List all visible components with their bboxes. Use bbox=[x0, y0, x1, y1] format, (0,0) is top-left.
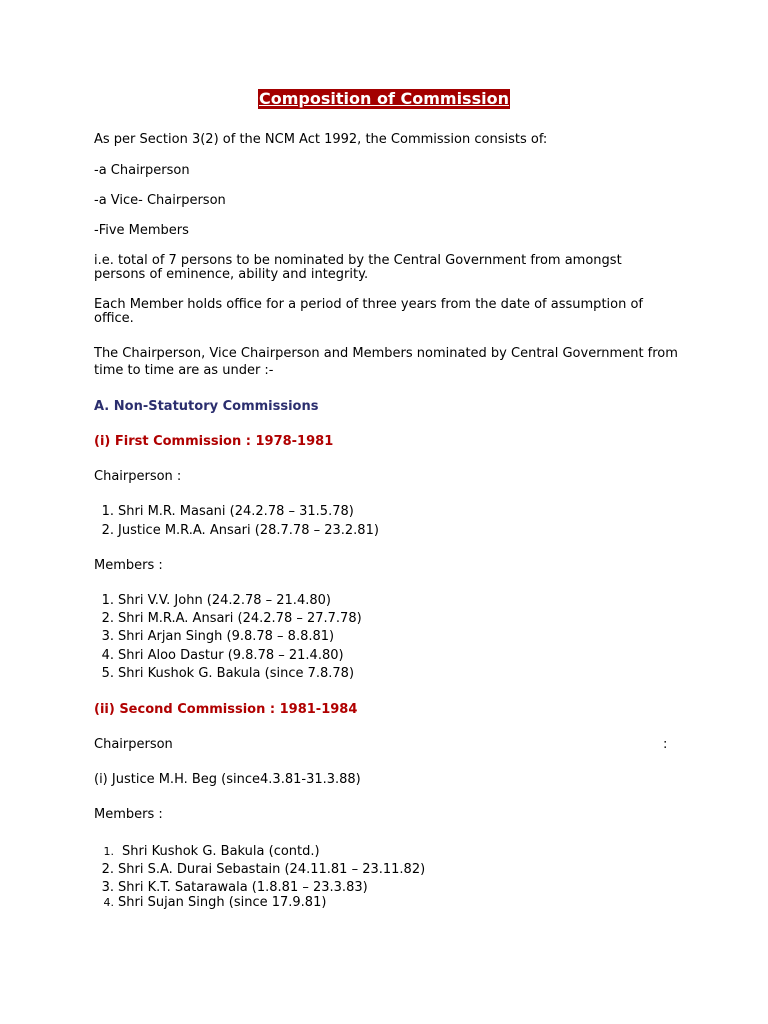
composition-chairperson: -a Chairperson bbox=[94, 163, 190, 178]
list-item bbox=[94, 881, 368, 895]
list-number: 1. bbox=[101, 593, 114, 608]
list-number: 5. bbox=[101, 666, 114, 681]
term-text-line-1: Each Member holds office for a period of three years from the date of assumption of bbox=[94, 297, 644, 312]
list-number: 2. bbox=[101, 523, 114, 538]
list-number: 1. bbox=[101, 504, 114, 519]
list-number: 4. bbox=[103, 896, 114, 909]
list-item bbox=[94, 630, 334, 644]
list-text: Shri V.V. John (24.2.78 – 21.4.80) bbox=[118, 593, 331, 608]
list-item bbox=[94, 505, 354, 519]
list-item bbox=[94, 524, 379, 538]
list-item bbox=[94, 594, 331, 608]
list-item bbox=[94, 896, 326, 910]
intro-text: As per Section 3(2) of the NCM Act 1992, the Commission consists of: bbox=[94, 132, 548, 147]
list-text: Shri K.T. Satarawala (1.8.81 – 23.3.83) bbox=[118, 880, 368, 895]
list-item bbox=[94, 649, 344, 663]
term-text-line-2: office. bbox=[94, 311, 134, 326]
list-text: Shri Sujan Singh (since 17.9.81) bbox=[118, 895, 327, 910]
second-commission-heading: (ii) Second Commission : 1981-1984 bbox=[94, 702, 358, 717]
list-item bbox=[94, 667, 354, 681]
list-item bbox=[94, 612, 362, 626]
composition-members: -Five Members bbox=[94, 223, 189, 238]
list-number: 2. bbox=[101, 862, 114, 877]
first-commission-heading: (i) First Commission : 1978-1981 bbox=[94, 434, 334, 449]
second-chairperson-entry: (i) Justice M.H. Beg (since4.3.81-31.3.88) bbox=[94, 772, 361, 787]
page-title: Composition of Commission bbox=[259, 89, 509, 108]
list-text: Justice M.R.A. Ansari (28.7.78 – 23.2.81) bbox=[118, 523, 379, 538]
list-text: Shri M.R. Masani (24.2.78 – 31.5.78) bbox=[118, 504, 354, 519]
total-text-line-1: i.e. total of 7 persons to be nominated by the Central Government from amongst bbox=[94, 253, 622, 268]
total-text-line-2: persons of eminence, ability and integrity. bbox=[94, 267, 369, 282]
nominated-text-line-1: The Chairperson, Vice Chairperson and Members nominated by Central Government from bbox=[94, 346, 678, 361]
list-number: 2. bbox=[101, 611, 114, 626]
list-text: Shri Aloo Dastur (9.8.78 – 21.4.80) bbox=[118, 648, 344, 663]
list-text: Shri Kushok G. Bakula (since 7.8.78) bbox=[118, 666, 355, 681]
first-members-label: Members : bbox=[94, 558, 163, 573]
chairperson-colon: : bbox=[663, 737, 668, 752]
composition-vice-chairperson: -a Vice- Chairperson bbox=[94, 193, 226, 208]
title-container bbox=[0, 89, 768, 109]
list-text: Shri Kushok G. Bakula (contd.) bbox=[122, 844, 320, 859]
list-number: 3. bbox=[101, 629, 114, 644]
first-chairperson-label: Chairperson : bbox=[94, 469, 182, 484]
section-a-heading: A. Non-Statutory Commissions bbox=[94, 399, 319, 414]
list-number: 4. bbox=[101, 648, 114, 663]
nominated-text-line-2: time to time are as under :- bbox=[94, 363, 274, 378]
second-chairperson-label: Chairperson bbox=[94, 737, 173, 752]
list-text: Shri Arjan Singh (9.8.78 – 8.8.81) bbox=[118, 629, 335, 644]
list-number: 1. bbox=[103, 845, 114, 858]
second-members-label: Members : bbox=[94, 807, 163, 822]
list-text: Shri S.A. Durai Sebastain (24.11.81 – 23.11.82) bbox=[118, 862, 426, 877]
list-item bbox=[94, 863, 425, 877]
list-item bbox=[94, 845, 320, 859]
list-text: Shri M.R.A. Ansari (24.2.78 – 27.7.78) bbox=[118, 611, 362, 626]
list-number: 3. bbox=[101, 880, 114, 895]
